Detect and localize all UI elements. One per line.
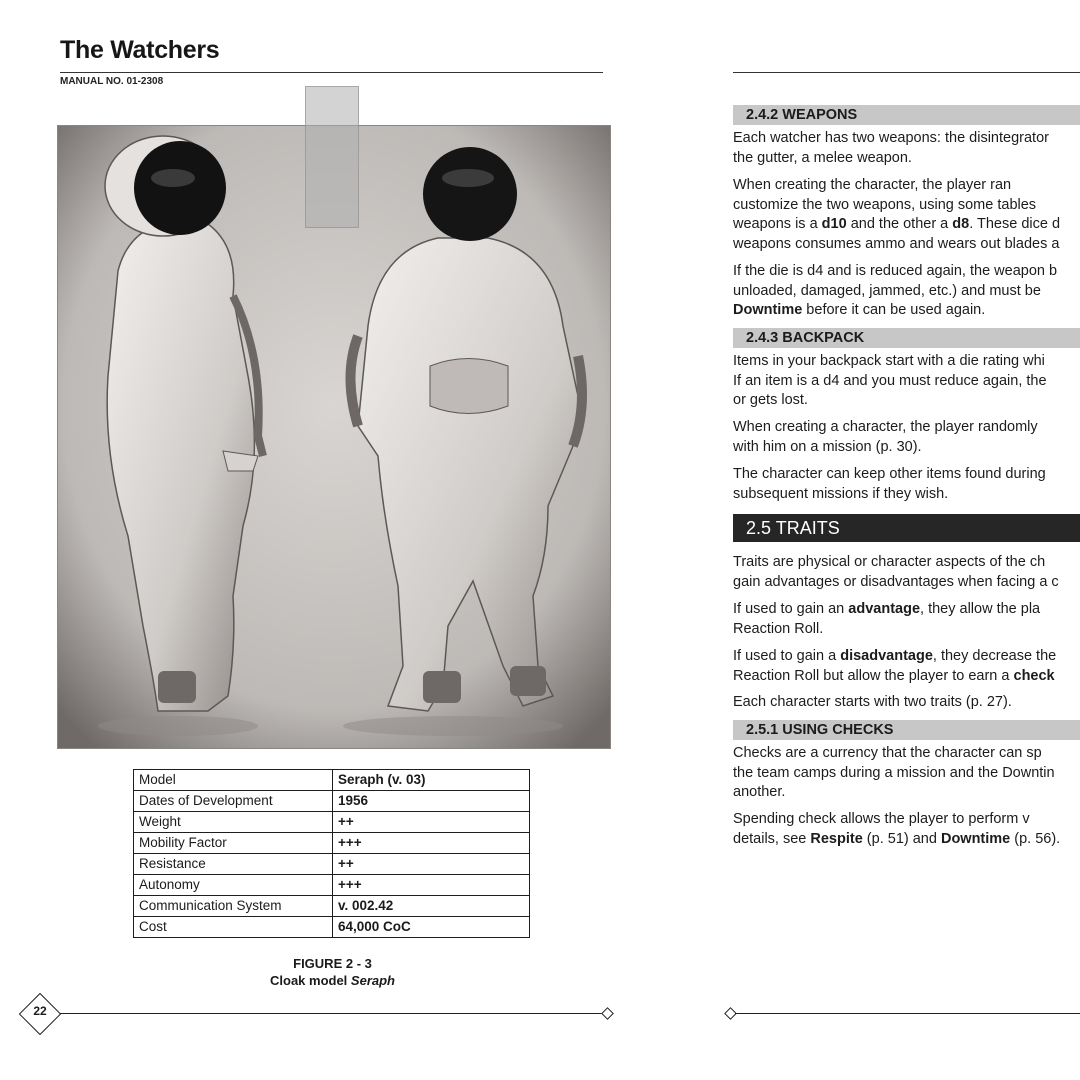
spec-label: Resistance (134, 854, 333, 875)
figure-caption-name: Seraph (350, 973, 395, 988)
paragraph (733, 810, 1080, 849)
text-line (733, 600, 1080, 620)
spec-value: +++ (333, 833, 530, 854)
text-line: Each watcher has two weapons: the disintegrator (733, 130, 1049, 146)
page-title: The Watchers (60, 36, 220, 64)
text-segment: details, see (733, 830, 811, 847)
text-line: the team camps during a mission and the Downtin (733, 764, 1055, 781)
text-segment: Reaction Roll but allow the player to earn a (733, 667, 1014, 684)
right-page (700, 0, 1080, 1080)
text-line: When creating a character, the player randomly (733, 419, 1038, 435)
bold-term: advantage (848, 601, 921, 617)
paragraph (733, 744, 1080, 803)
spec-label: Communication System (134, 896, 333, 917)
footer-rule (60, 1013, 603, 1014)
text-line: If the die is d4 and is reduced again, the weapon b (733, 263, 1058, 279)
table-row (134, 833, 530, 854)
text-segment: (p. 51) and (862, 830, 941, 847)
text-segment: (p. 56). (1010, 830, 1061, 847)
paragraph (733, 262, 1080, 321)
header-rule (60, 72, 603, 73)
text-line: or gets lost. (733, 392, 808, 408)
spec-label: Mobility Factor (134, 833, 333, 854)
spec-value: ++ (333, 812, 530, 833)
spec-value: v. 002.42 (333, 896, 530, 917)
table-row (134, 917, 530, 938)
paragraph (733, 647, 1080, 686)
figure-caption (190, 972, 475, 990)
section-heading-traits: 2.5 TRAITS (733, 514, 1080, 542)
figure-caption-prefix: Cloak model (270, 973, 351, 988)
text-segment: and the other a (846, 216, 953, 232)
table-row (134, 791, 530, 812)
footer-diamond-icon (601, 1007, 614, 1020)
tape-strip (305, 86, 359, 228)
figure-label: FIGURE 2 - 3 (293, 956, 372, 971)
table-row (134, 896, 530, 917)
text-line: Spending check allows the player to perform v (733, 811, 1030, 827)
text-line (733, 215, 1080, 235)
spec-value: 1956 (333, 791, 530, 812)
paragraph (733, 693, 1080, 713)
spec-label: Cost (134, 917, 333, 938)
spec-value: Seraph (v. 03) (333, 770, 530, 791)
text-line: weapons consumes ammo and wears out blades a (733, 235, 1060, 252)
text-segment: If used to gain a (733, 648, 841, 664)
manual-number: MANUAL NO. 01-2308 (60, 76, 164, 87)
bold-term: check (1013, 667, 1055, 684)
text-segment: , they allow the pla (920, 601, 1041, 617)
table-row (134, 812, 530, 833)
text-line: Items in your backpack start with a die rating whi (733, 353, 1045, 369)
text-line: unloaded, damaged, jammed, etc.) and must be (733, 282, 1041, 299)
section-heading-weapons: 2.4.2 WEAPONS (733, 105, 1080, 125)
spec-label: Dates of Development (134, 791, 333, 812)
text-segment: If used to gain an (733, 601, 849, 617)
specs-table (133, 769, 530, 938)
text-line (733, 830, 1080, 850)
text-line: Checks are a currency that the character can sp (733, 745, 1042, 761)
spec-value: 64,000 CoC (333, 917, 530, 938)
paragraph (733, 553, 1080, 592)
table-row (134, 875, 530, 896)
spec-value: ++ (333, 854, 530, 875)
text-line: customize the two weapons, using some tables (733, 196, 1037, 213)
text-line: If an item is a d4 and you must reduce again, the (733, 372, 1047, 389)
spec-label: Weight (134, 812, 333, 833)
text-segment: . These dice d (969, 216, 1061, 232)
table-row (134, 770, 530, 791)
header-rule-right (733, 72, 1080, 73)
text-line: subsequent missions if they wish. (733, 485, 949, 502)
section-heading-backpack: 2.4.3 BACKPACK (733, 328, 1080, 348)
text-segment: , they decrease the (932, 648, 1057, 664)
text-line: with him on a mission (p. 30). (733, 438, 922, 455)
spec-label: Autonomy (134, 875, 333, 896)
bold-term: Respite (810, 830, 863, 847)
text-line: Traits are physical or character aspects of the ch (733, 554, 1046, 570)
text-line: Reaction Roll. (733, 620, 824, 637)
text-line: the gutter, a melee weapon. (733, 149, 912, 166)
paragraph (733, 600, 1080, 639)
text-line: The character can keep other items found during (733, 466, 1046, 482)
text-line: Each character starts with two traits (p. 27). (733, 694, 1012, 710)
bold-term: d10 (821, 216, 847, 232)
page-number: 22 (33, 1004, 47, 1018)
text-line: another. (733, 784, 786, 800)
text-line: When creating the character, the player ran (733, 177, 1012, 193)
footer-rule-right (735, 1013, 1080, 1014)
paragraph (733, 176, 1080, 254)
text-segment: before it can be used again. (802, 302, 986, 318)
text-line (733, 667, 1080, 687)
section-heading-checks: 2.5.1 USING CHECKS (733, 720, 1080, 740)
text-line (733, 301, 1080, 321)
bold-term: disadvantage (840, 648, 933, 664)
spec-label: Model (134, 770, 333, 791)
text-segment: weapons is a (733, 216, 822, 232)
bold-term: Downtime (940, 830, 1011, 847)
paragraph (733, 418, 1080, 457)
paragraph (733, 129, 1080, 168)
text-line (733, 647, 1080, 667)
bold-term: d8 (952, 216, 970, 232)
spec-value: +++ (333, 875, 530, 896)
table-row (134, 854, 530, 875)
text-line: gain advantages or disadvantages when facing a c (733, 573, 1059, 590)
bold-term: Downtime (733, 302, 803, 318)
paragraph (733, 352, 1080, 411)
paragraph (733, 465, 1080, 504)
